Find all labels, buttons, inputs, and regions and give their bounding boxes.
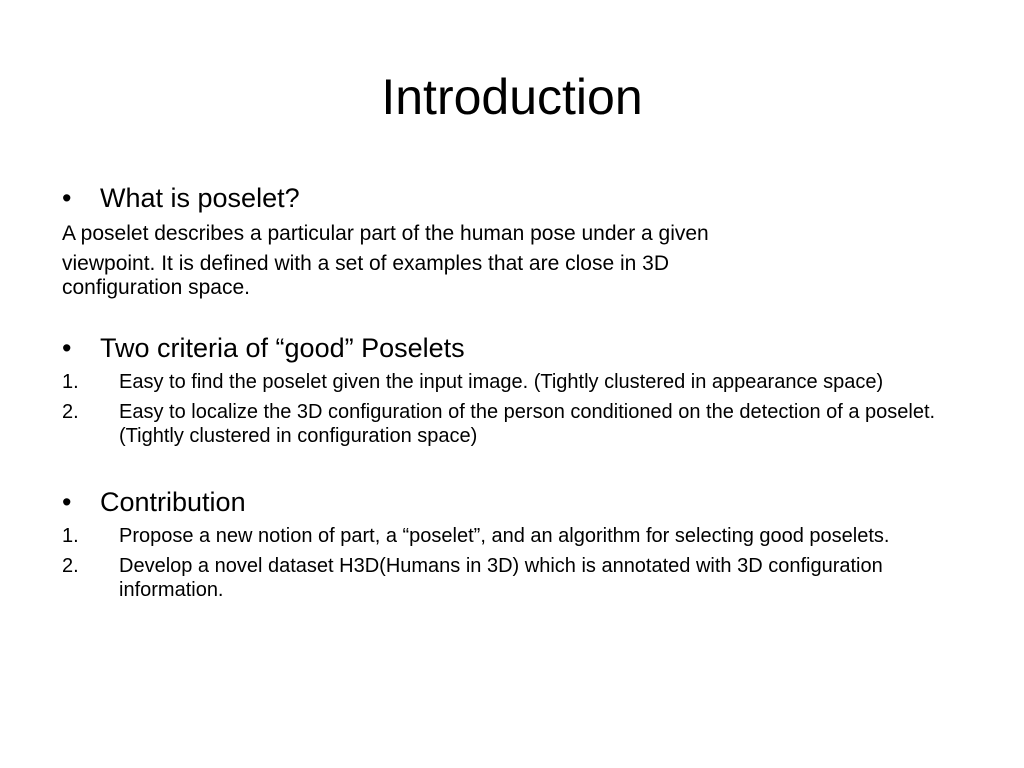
list-text: Easy to localize the 3D configuration of the person conditioned on the detection of a poselet. (Tightly clustered in configuration space)	[119, 401, 936, 447]
list-text: Easy to find the poselet given the input image. (Tightly clustered in appearance space)	[119, 371, 884, 393]
bullet-heading: Two criteria of “good” Poselets	[100, 333, 465, 363]
list-text: Develop a novel dataset H3D(Humans in 3D) which is annotated with 3D configuration information.	[119, 555, 883, 601]
paragraph-line: A poselet describes a particular part of the human pose under a given	[62, 222, 709, 245]
list-item	[62, 400, 982, 448]
bullet-two-criteria	[62, 330, 982, 366]
list-number: 2.	[62, 401, 79, 423]
poselet-definition-paragraph	[62, 222, 982, 300]
list-item	[62, 554, 982, 602]
criteria-list	[62, 370, 982, 448]
bullet-contribution	[62, 484, 982, 520]
bullet-dot: •	[62, 333, 72, 363]
list-number: 1.	[62, 371, 79, 393]
slide-title: Introduction	[381, 69, 643, 125]
section-spacer	[62, 454, 982, 484]
section-spacer	[62, 300, 982, 330]
paragraph-line: configuration space.	[62, 276, 250, 299]
bullet-dot: •	[62, 487, 72, 517]
list-number: 1.	[62, 525, 79, 547]
slide-content	[62, 180, 982, 608]
bullet-what-is-poselet	[62, 180, 982, 216]
list-item	[62, 524, 982, 548]
bullet-dot: •	[62, 183, 72, 213]
bullet-heading: What is poselet?	[100, 183, 300, 213]
list-text: Propose a new notion of part, a “poselet”, and an algorithm for selecting good poselets.	[119, 525, 890, 547]
bullet-heading: Contribution	[100, 487, 246, 517]
contribution-list	[62, 524, 982, 602]
list-item	[62, 370, 982, 394]
list-number: 2.	[62, 555, 79, 577]
paragraph-line: viewpoint. It is defined with a set of examples that are close in 3D	[62, 252, 669, 275]
